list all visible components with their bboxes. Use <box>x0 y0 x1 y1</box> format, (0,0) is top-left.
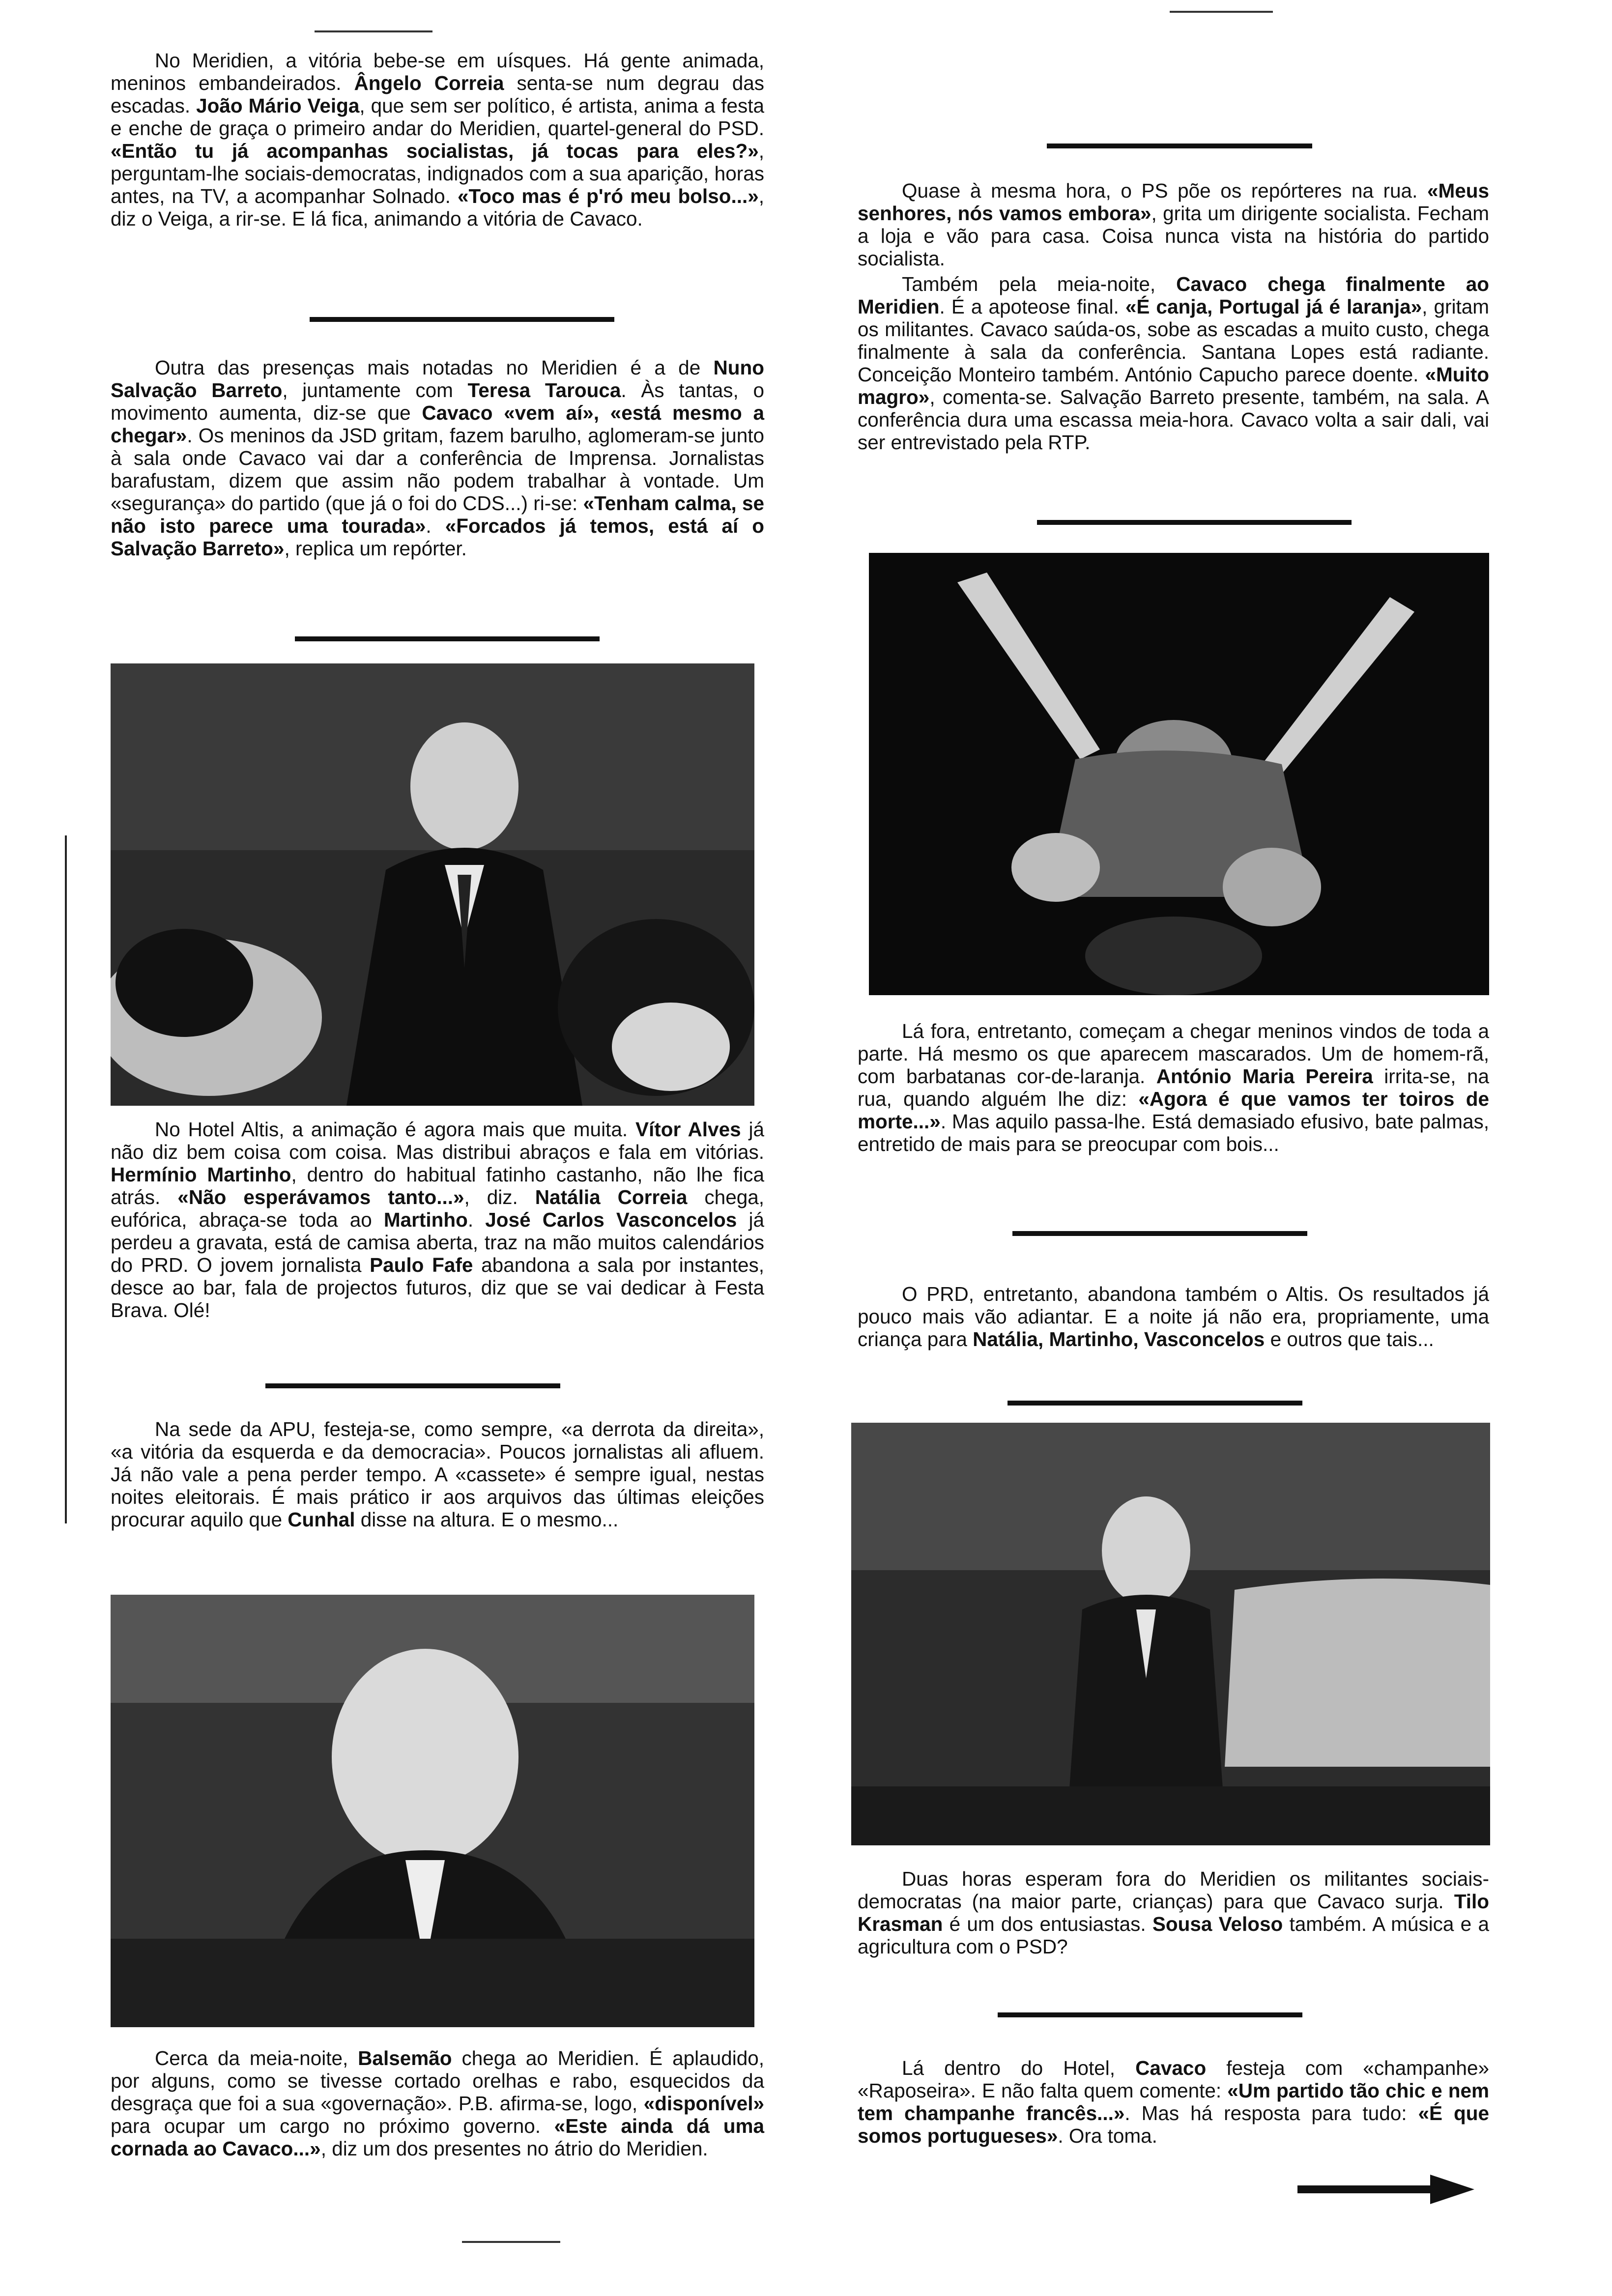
photo-man-in-car-image <box>851 1423 1490 1845</box>
text-run: para ocupar um cargo no próximo governo. <box>111 2115 554 2137</box>
bold-text-run: José Carlos Vasconcelos <box>485 1208 737 1231</box>
text-run: , gritam os militantes. Cavaco saúda-os, sobe as escadas a muito custo, chega finalmente à sala da conferência. Santana Lopes está radiante. Conceição Monteiro também. António Capucho parece doente. <box>858 295 1489 386</box>
bold-text-run: «É que somos portugueses» <box>858 2102 1489 2147</box>
article-paragraph-6 <box>858 179 1489 270</box>
bold-text-run: Nuno Salvação Barreto <box>111 356 764 402</box>
bold-text-run: Tilo Krasman <box>858 1890 1489 1935</box>
article-paragraph-4 <box>111 1418 764 1531</box>
text-run: . Mas aquilo passa-lhe. Está demasiado efusivo, bate palmas, entretido de mais para se preocupar com bois... <box>858 1110 1489 1155</box>
left-margin-line <box>65 835 67 1523</box>
text-run: Quase à mesma hora, o PS põe os repórteres na rua. <box>902 179 1427 202</box>
text-run: O PRD, entretanto, abandona também o Altis. Os resultados já pouco mais vão adiantar. E a noite já não era, propriamente, uma criança para <box>858 1283 1489 1350</box>
bottom-divider <box>462 2241 560 2243</box>
section-divider <box>1047 144 1312 148</box>
bold-text-run: «Agora é que vamos ter toiros de morte...» <box>858 1088 1489 1133</box>
text-run: , comenta-se. Salvação Barreto presente, também, na sala. A conferência dura uma escassa meia-hora. Cavaco volta a sair dali, vai ser entrevistado pela RTP. <box>858 386 1489 454</box>
text-run: , diz o Veiga, a rir-se. E lá fica, animando a vitória de Cavaco. <box>111 185 764 230</box>
article-paragraph-9 <box>858 1283 1489 1350</box>
section-divider <box>998 2012 1302 2017</box>
text-run: Lá dentro do Hotel, <box>902 2057 1136 2079</box>
article-paragraph-1 <box>111 49 764 230</box>
bold-text-run: João Mário Veiga <box>196 94 360 117</box>
article-paragraph-2 <box>111 356 764 560</box>
bold-text-run: Cavaco «vem aí», «está mesmo a chegar» <box>111 402 765 447</box>
bold-text-run: Teresa Tarouca <box>467 379 621 402</box>
article-paragraph-11 <box>858 2057 1489 2147</box>
text-run: , diz um dos presentes no átrio do Meridien. <box>320 2137 708 2160</box>
text-run: Cerca da meia-noite, <box>155 2047 358 2069</box>
section-divider <box>265 1383 560 1388</box>
bold-text-run: «Forcados já temos, está aí o Salvação Barreto» <box>111 515 764 560</box>
section-divider <box>1008 1401 1302 1406</box>
section-divider <box>310 317 614 322</box>
text-run: chega, eufórica, abraça-se toda ao <box>111 1186 765 1231</box>
bold-text-run: Ângelo Correia <box>354 72 504 94</box>
text-run: disse na altura. E o mesmo... <box>355 1508 619 1531</box>
bold-text-run: «É canja, Portugal já é laranja» <box>1125 295 1422 318</box>
top-divider-left <box>315 30 432 32</box>
bold-text-run: «Não esperávamos tanto...» <box>177 1186 464 1208</box>
photo-man-in-suit-with-women-image <box>111 663 754 1106</box>
photo-man-in-car <box>851 1423 1490 1845</box>
text-run: festeja com «champanhe» «Raposeira». E não falta quem comente: <box>858 2057 1489 2102</box>
bold-text-run: Cavaco chega finalmente ao Meridien <box>858 273 1489 318</box>
text-run: , diz. <box>464 1186 535 1208</box>
photo-older-man-seated <box>111 1595 754 2027</box>
section-divider <box>295 636 600 641</box>
bold-text-run: «Um partido tão chic e nem tem champanhe francês...» <box>858 2079 1490 2124</box>
bold-text-run: «Então tu já acompanhas socialistas, já tocas para eles?» <box>111 140 759 162</box>
right-arrow-icon <box>1297 2172 1474 2207</box>
text-run: senta-se num degrau das escadas. <box>111 72 765 117</box>
text-run: e outros que tais... <box>1265 1328 1434 1350</box>
text-run: Também pela meia-noite, <box>902 273 1177 295</box>
bold-text-run: António Maria Pereira <box>1156 1065 1373 1088</box>
bold-text-run: Paulo Fafe <box>370 1254 473 1276</box>
text-run: . Às tantas, o movimento aumenta, diz-se que <box>111 379 765 424</box>
photo-man-in-suit-with-women <box>111 663 754 1106</box>
bold-text-run: «Este ainda dá uma cornada ao Cavaco...» <box>111 2115 764 2160</box>
article-paragraph-3 <box>111 1118 764 1321</box>
bold-text-run: Vítor Alves <box>635 1118 741 1141</box>
bold-text-run: Martinho <box>383 1208 468 1231</box>
top-divider-right <box>1170 11 1273 13</box>
text-run: já não diz bem coisa com coisa. Mas distribui abraços e fala em vitórias. <box>111 1118 764 1163</box>
text-run: Duas horas esperam fora do Meridien os militantes sociais-democratas (na maior parte, crianças) para que Cavaco surja. <box>858 1867 1489 1913</box>
bold-text-run: Sousa Veloso <box>1152 1913 1283 1935</box>
article-paragraph-8 <box>858 1020 1489 1155</box>
photo-older-man-seated-image <box>111 1595 754 2027</box>
text-run: No Meridien, a vitória bebe-se em uísques. Há gente animada, meninos embandeirados. <box>111 49 764 94</box>
bold-text-run: Cunhal <box>288 1508 355 1531</box>
text-run: , juntamente com <box>282 379 468 402</box>
text-run: . <box>467 1208 486 1231</box>
text-run: , que sem ser político, é artista, anima a festa e enche de graça o primeiro andar do Meridien, quartel-general do PSD. <box>111 94 764 140</box>
text-run: Outra das presenças mais notadas no Meridien é a de <box>155 356 714 379</box>
text-run: . Mas há resposta para tudo: <box>1124 2102 1418 2124</box>
section-divider <box>1012 1231 1307 1236</box>
text-run: já perdeu a gravata, está de camisa aberta, traz na mão muitos calendários do PRD. O jovem jornalista <box>111 1208 764 1276</box>
bold-text-run: Natália, Martinho, Vasconcelos <box>973 1328 1265 1350</box>
text-run: também. A música e a agricultura com o PSD? <box>858 1913 1489 1958</box>
article-paragraph-5 <box>111 2047 764 2160</box>
section-divider <box>1037 520 1352 525</box>
text-run: é um dos entusiastas. <box>943 1913 1152 1935</box>
text-run: irrita-se, na rua, quando alguém lhe diz: <box>858 1065 1489 1110</box>
text-run: , replica um repórter. <box>284 537 467 560</box>
bold-text-run: «Tenham calma, se não isto parece uma tourada» <box>111 492 765 537</box>
text-run: Na sede da APU, festeja-se, como sempre, «a derrota da direita», «a vitória da esquerda e da democracia». Poucos jornalistas ali afluem. Já não vale a pena perder tempo. A «cassete» é sempre igual, nestas noites eleitorais. É mais prático ir aos arquivos das últimas eleições procurar aquilo que <box>111 1418 764 1531</box>
text-run: . É a apoteose final. <box>939 295 1125 318</box>
text-run: , dentro do habitual fatinho castanho, não lhe fica atrás. <box>111 1163 764 1208</box>
photo-raised-arms-crowd <box>869 553 1489 995</box>
text-run: No Hotel Altis, a animação é agora mais que muita. <box>155 1118 635 1141</box>
text-run: , grita um dirigente socialista. Fecham a loja e vão para casa. Coisa nunca vista na história do partido socialista. <box>858 202 1489 270</box>
bold-text-run: Cavaco <box>1135 2057 1207 2079</box>
bold-text-run: Natália Correia <box>535 1186 688 1208</box>
text-run: Lá fora, entretanto, começam a chegar meninos vindos de toda a parte. Há mesmo os que aparecem mascarados. Um de homem-rã, com barbatanas cor-de-laranja. <box>858 1020 1489 1088</box>
bold-text-run: «disponível» <box>643 2092 764 2115</box>
article-paragraph-7 <box>858 273 1489 454</box>
text-run: . Ora toma. <box>1058 2124 1157 2147</box>
photo-raised-arms-crowd-image <box>869 553 1489 995</box>
bold-text-run: Hermínio Martinho <box>111 1163 291 1186</box>
text-run: . Os meninos da JSD gritam, fazem barulho, aglomeram-se junto à sala onde Cavaco vai dar a conferência de Imprensa. Jornalistas barafustam, dizem que assim não podem trabalhar à vontade. Um «segurança» do partido (que já o foi do CDS...) ri-se: <box>111 424 764 515</box>
bold-text-run: Balsemão <box>358 2047 452 2069</box>
text-run: chega ao Meridien. É aplaudido, por alguns, como se tivesse cortado orelhas e rabo, esquecidos da desgraça que foi a sua «governação». P.B. afirma-se, logo, <box>111 2047 764 2115</box>
text-run: abandona a sala por instantes, desce ao bar, fala de projectos futuros, diz que se vai dedicar à Festa Brava. Olé! <box>111 1254 764 1321</box>
bold-text-run: «Muito magro» <box>858 363 1489 408</box>
bold-text-run: «Toco mas é p'ró meu bolso...» <box>458 185 759 207</box>
article-paragraph-10 <box>858 1867 1489 1958</box>
bold-text-run: «Meus senhores, nós vamos embora» <box>858 179 1489 225</box>
text-run: , perguntam-lhe sociais-democratas, indignados com a sua aparição, horas antes, na TV, a acompanhar Solnado. <box>111 140 764 207</box>
text-run: . <box>426 515 445 537</box>
